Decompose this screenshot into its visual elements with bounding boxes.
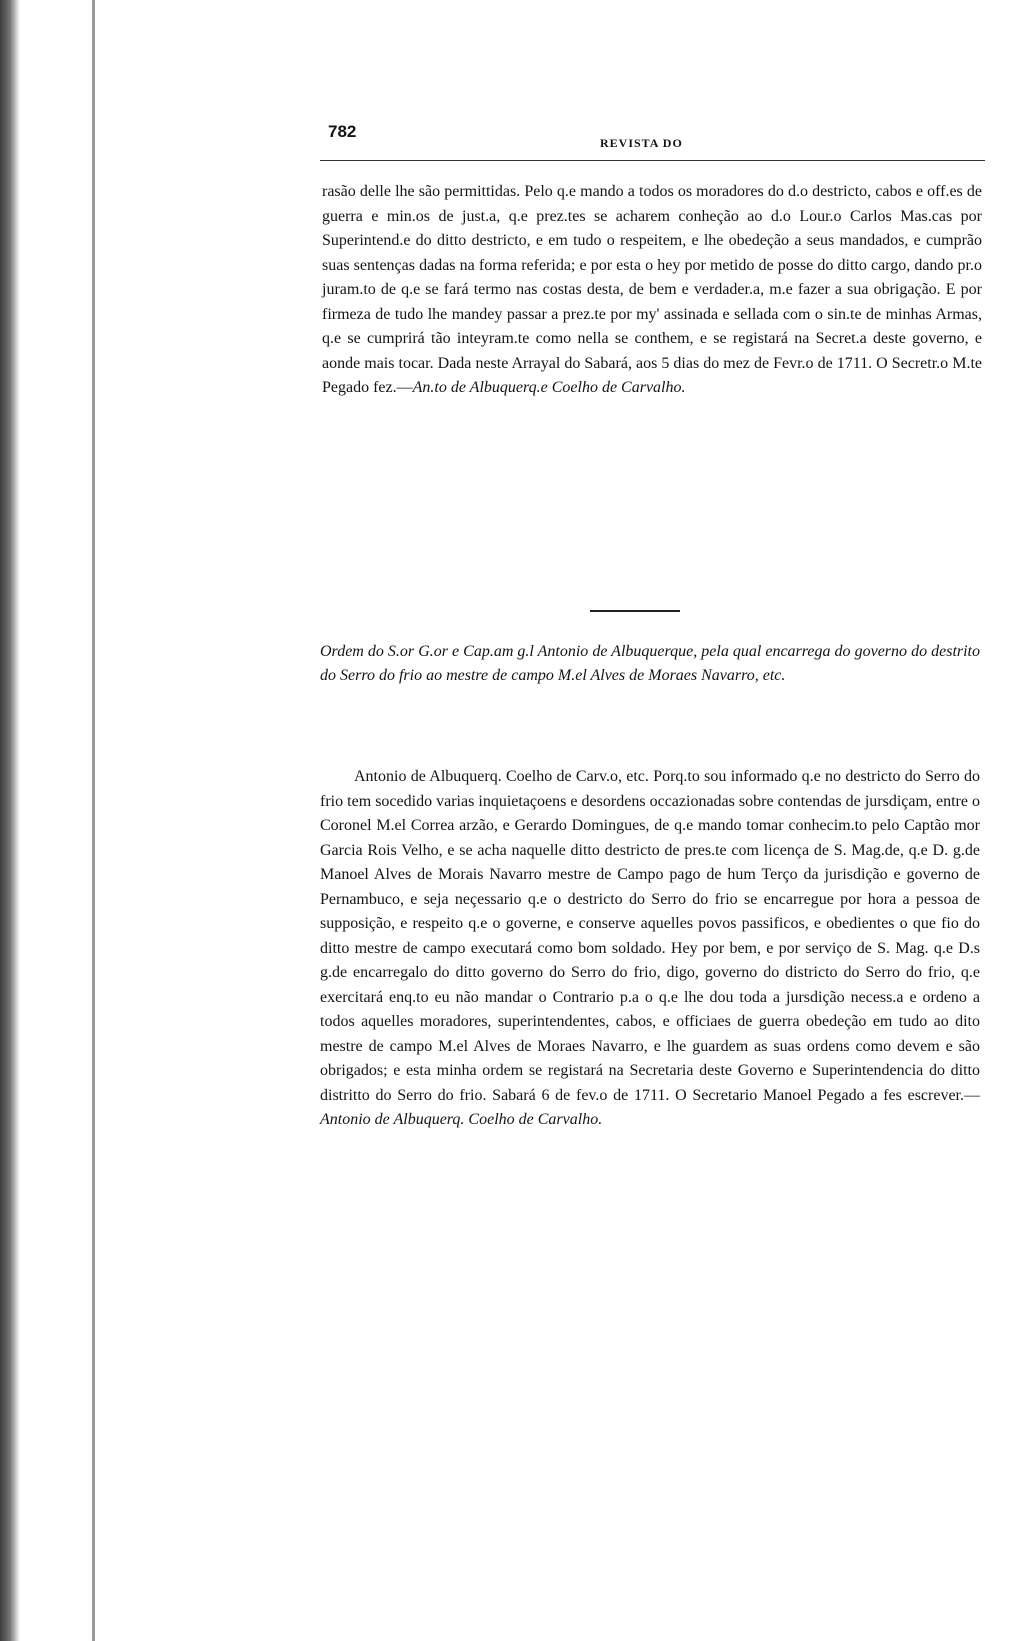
paragraph-1: [322, 180, 982, 401]
section-separator: [590, 610, 680, 612]
page-number: 782: [328, 122, 357, 141]
running-head: REVISTA DO: [600, 136, 683, 150]
scan-page-edge: [0, 0, 20, 1641]
paragraph-2-text: Antonio de Albuquerq. Coelho de Carv.o, etc. Porq.to sou informado q.e no destricto do Serro do frio tem socedido varias inquietaçoens e desordens occazionadas sobre contendas de jursdiçam, entre o Coronel M.el Correa arzão, e Gerardo Domingues, de q.e mando tomar conhecim.to pelo Captão mor Garcia Rois Velho, e se acha naquelle ditto destricto de pres.te com licença de S. Mag.de, q.e D. g.de Manoel Alves de Morais Navarro mestre de Campo pago de hum Terço da jurisdição e governo de Pernambuco, e seja neçessario q.e o destricto do Serro do frio se encarregue por hora a pessoa de supposição, e respeito q.e o governe, e conserve aquelles povos passificos, e obedientes o que fio do ditto mestre de campo executará como bom soldado. Hey por bem, e por serviço de S. Mag. q.e D.s g.de encarregalo do ditto governo do Serro do frio, digo, governo do districto do Serro do frio, q.e exercitará enq.to eu não mandar o Contrario p.a o q.e lhe dou toda a jursdição necess.a e ordeno a todos aquelles moradores, superintendentes, cabos, e officiaes de guerra obedeção em tudo ao dito mestre de campo M.el Alves de Moraes Navarro, e lhe guardem as suas ordens como devem e são obrigados; e esta minha ordem se registará na Secretaria deste Governo e Superintendencia do ditto distritto do Serro do frio. Sabará 6 de fev.o de 1711. O Secretario Manoel Pegado a fes escrever.—: [320, 768, 980, 1104]
scan-gutter-line: [92, 0, 95, 1641]
page-header: [320, 122, 985, 158]
paragraph-2-signature: Antonio de Albuquerq. Coelho de Carvalho.: [320, 1111, 603, 1128]
header-rule: [320, 160, 985, 161]
paragraph-1-signature: An.to de Albuquerq.e Coelho de Carvalho.: [412, 379, 686, 396]
document-heading-text: Ordem do S.or G.or e Cap.am g.l Antonio de Albuquerque, pela qual encarrega do governo do destrito do Serro do frio ao mestre de campo M.el Alves de Moraes Navarro, etc.: [320, 643, 980, 684]
paragraph-1-text: rasão delle lhe são permittidas. Pelo q.e mando a todos os moradores do d.o destricto, cabos e off.es de guerra e min.os de just.a, q.e prez.tes se acharem conheção ao d.o Lour.o Carlos Mas.cas por Superintend.e do ditto destricto, e em tudo o respeitem, e lhe obedeção a seus mandados, e cumprão suas sentenças dadas na forma referida; e por esta o hey por metido de posse do ditto cargo, dando pr.o juram.to de q.e se fará termo nas costas desta, de bem e verdader.a, m.e fazer a sua obrigação. E por firmeza de tudo lhe mandey passar a prez.te por my' assinada e sellada com o sin.te de minhas Armas, q.e se cumprirá tão inteyram.te como nella se conthem, e se registará na Secret.a deste governo, e aonde mais tocar. Dada neste Arrayal do Sabará, aos 5 dias do mez de Fevr.o de 1711. O Secretr.o M.te Pegado fez.—: [322, 183, 982, 396]
document-heading: [320, 640, 980, 688]
paragraph-2: [320, 765, 980, 1133]
